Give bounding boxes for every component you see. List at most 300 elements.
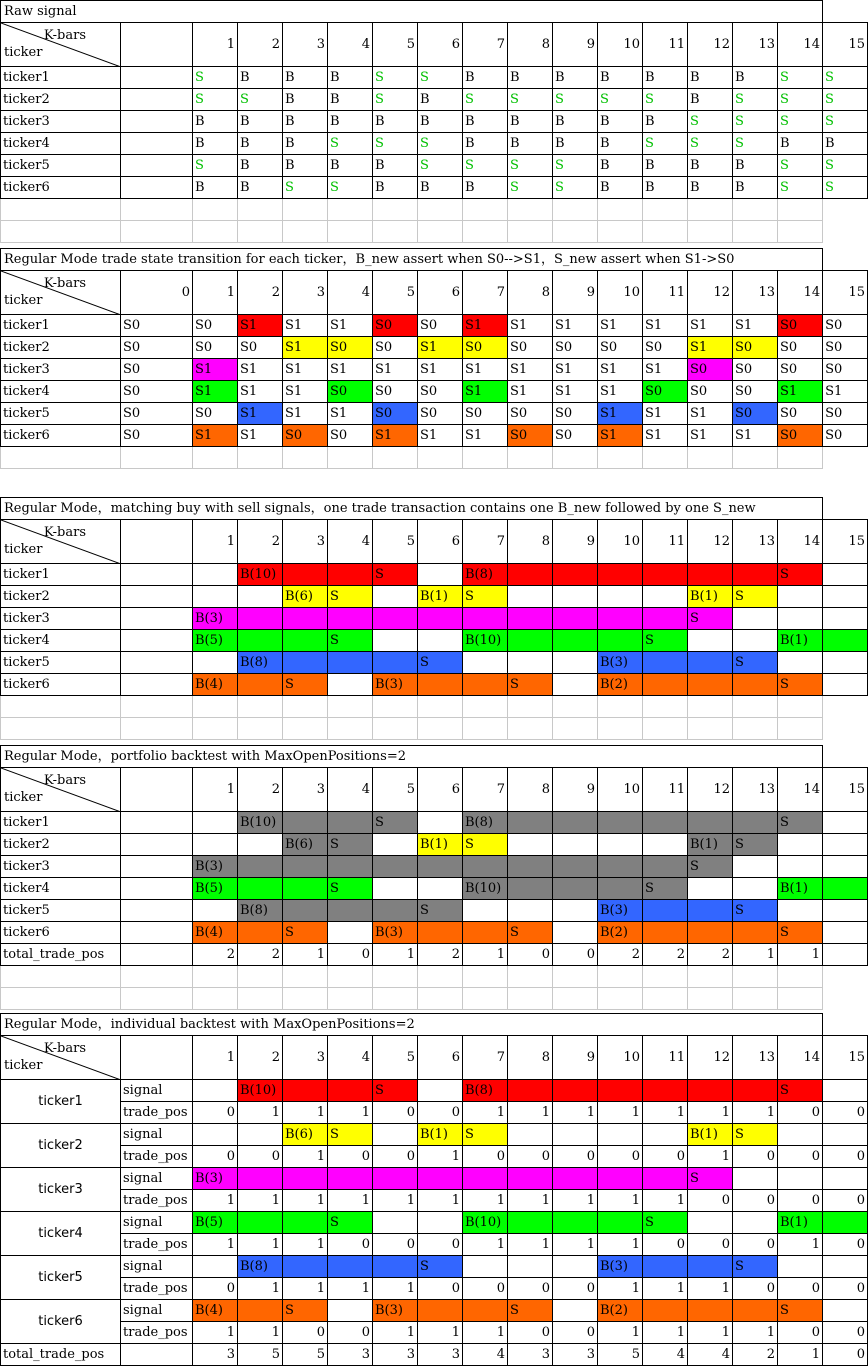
empty-cell[interactable]	[688, 718, 733, 740]
empty-cell[interactable]	[733, 718, 778, 740]
signal-cell[interactable]	[778, 1124, 823, 1146]
ticker-label[interactable]: ticker1	[1, 67, 121, 89]
trade-cell[interactable]	[688, 652, 733, 674]
trade-cell[interactable]: S	[733, 834, 778, 856]
total-label[interactable]: total_trade_pos	[1, 944, 121, 966]
trade-cell[interactable]	[508, 900, 553, 922]
empty-cell[interactable]	[238, 966, 283, 988]
empty-cell[interactable]	[733, 988, 778, 1010]
kbar-header[interactable]: 10	[598, 520, 643, 564]
trade-cell[interactable]	[823, 586, 868, 608]
trade-pos-cell[interactable]: 1	[463, 1190, 508, 1212]
trade-cell[interactable]: S	[328, 586, 373, 608]
trade-cell[interactable]: B(8)	[463, 564, 508, 586]
empty-cell[interactable]	[643, 718, 688, 740]
state-cell[interactable]: S1	[463, 315, 508, 337]
empty-cell[interactable]	[1, 447, 121, 469]
trade-pos-cell[interactable]: 1	[643, 1322, 688, 1344]
signal-cell[interactable]	[373, 1168, 418, 1190]
trade-cell[interactable]	[328, 608, 373, 630]
signal-cell[interactable]	[643, 1300, 688, 1322]
empty-cell[interactable]	[688, 447, 733, 469]
trade-cell[interactable]	[238, 608, 283, 630]
state-cell[interactable]: S1	[508, 315, 553, 337]
trade-cell[interactable]: S	[283, 674, 328, 696]
row-type-label[interactable]: trade_pos	[121, 1322, 193, 1344]
kbar-header-blank[interactable]	[121, 768, 193, 812]
signal-cell[interactable]	[553, 1080, 598, 1102]
empty-cell[interactable]	[553, 718, 598, 740]
empty-cell[interactable]	[688, 221, 733, 243]
kbar-header[interactable]: 7	[463, 23, 508, 67]
signal-cell[interactable]: B	[643, 67, 688, 89]
kbar-header[interactable]: 6	[418, 271, 463, 315]
kbar-header[interactable]: 2	[238, 271, 283, 315]
trade-cell[interactable]	[283, 812, 328, 834]
total-cell[interactable]: 2	[418, 944, 463, 966]
trade-cell[interactable]	[373, 856, 418, 878]
state-cell[interactable]: S0	[121, 315, 193, 337]
kbar-header[interactable]: 8	[508, 520, 553, 564]
signal-cell[interactable]: B(1)	[778, 1212, 823, 1234]
empty-cell[interactable]	[688, 966, 733, 988]
trade-cell[interactable]	[508, 630, 553, 652]
trade-pos-cell[interactable]: 1	[733, 1102, 778, 1124]
trade-cell[interactable]	[553, 674, 598, 696]
state-cell[interactable]: S0	[121, 381, 193, 403]
trade-pos-cell[interactable]: 0	[733, 1190, 778, 1212]
signal-cell[interactable]: B	[283, 155, 328, 177]
empty-cell[interactable]	[778, 966, 823, 988]
signal-cell[interactable]: B	[643, 111, 688, 133]
total-cell[interactable]: 1	[283, 944, 328, 966]
trade-cell[interactable]	[823, 900, 868, 922]
empty-cell[interactable]	[418, 199, 463, 221]
empty-cell[interactable]	[508, 221, 553, 243]
total-cell[interactable]: 5	[238, 1344, 283, 1366]
state-cell[interactable]: S1	[193, 359, 238, 381]
trade-pos-cell[interactable]: 1	[688, 1146, 733, 1168]
trade-cell[interactable]	[598, 812, 643, 834]
signal-cell[interactable]: B	[373, 111, 418, 133]
empty-cell[interactable]	[238, 221, 283, 243]
signal-cell[interactable]	[553, 1256, 598, 1278]
kbar-header[interactable]: 8	[508, 23, 553, 67]
trade-cell[interactable]	[193, 812, 238, 834]
trade-cell[interactable]	[328, 564, 373, 586]
trade-pos-cell[interactable]: 1	[238, 1190, 283, 1212]
signal-cell[interactable]	[418, 1168, 463, 1190]
signal-cell[interactable]	[598, 1080, 643, 1102]
trade-pos-cell[interactable]: 1	[328, 1102, 373, 1124]
empty-cell[interactable]	[193, 966, 238, 988]
trade-cell[interactable]	[688, 674, 733, 696]
empty-cell[interactable]	[598, 718, 643, 740]
trade-cell[interactable]: B(8)	[463, 812, 508, 834]
total-cell[interactable]: 2	[193, 944, 238, 966]
trade-cell[interactable]: S	[283, 922, 328, 944]
signal-cell[interactable]	[238, 1124, 283, 1146]
empty-cell[interactable]	[688, 199, 733, 221]
empty-cell[interactable]	[553, 199, 598, 221]
state-cell[interactable]: S1	[418, 425, 463, 447]
state-cell[interactable]: S0	[733, 403, 778, 425]
signal-cell[interactable]: S	[733, 1124, 778, 1146]
signal-cell[interactable]: S	[373, 67, 418, 89]
signal-cell[interactable]: B(5)	[193, 1212, 238, 1234]
trade-cell[interactable]: B(6)	[283, 586, 328, 608]
trade-cell[interactable]	[553, 586, 598, 608]
kbar-header[interactable]: 4	[328, 768, 373, 812]
trade-pos-cell[interactable]: 0	[733, 1146, 778, 1168]
trade-cell[interactable]	[238, 586, 283, 608]
trade-cell[interactable]	[553, 652, 598, 674]
empty-cell[interactable]	[283, 696, 328, 718]
kbar-header[interactable]: 12	[688, 23, 733, 67]
ticker-label[interactable]: ticker6	[1, 425, 121, 447]
signal-cell[interactable]: S	[508, 1300, 553, 1322]
blank-cell[interactable]	[121, 812, 193, 834]
signal-cell[interactable]: B(3)	[598, 1256, 643, 1278]
trade-pos-cell[interactable]: 0	[328, 1234, 373, 1256]
trade-cell[interactable]	[643, 856, 688, 878]
state-cell[interactable]: S1	[688, 425, 733, 447]
trade-cell[interactable]: B(1)	[688, 586, 733, 608]
trade-cell[interactable]	[418, 674, 463, 696]
empty-cell[interactable]	[418, 966, 463, 988]
state-cell[interactable]: S1	[463, 425, 508, 447]
trade-pos-cell[interactable]: 1	[598, 1190, 643, 1212]
empty-cell[interactable]	[238, 988, 283, 1010]
ticker-label[interactable]: ticker6	[1, 922, 121, 944]
trade-cell[interactable]	[373, 900, 418, 922]
blank-cell[interactable]	[121, 586, 193, 608]
signal-cell[interactable]: S	[643, 133, 688, 155]
trade-cell[interactable]	[508, 608, 553, 630]
empty-cell[interactable]	[373, 718, 418, 740]
kbar-header[interactable]: 13	[733, 768, 778, 812]
signal-cell[interactable]	[508, 1212, 553, 1234]
trade-cell[interactable]	[508, 564, 553, 586]
trade-pos-cell[interactable]: 0	[418, 1278, 463, 1300]
kbar-header[interactable]: 9	[553, 1036, 598, 1080]
signal-cell[interactable]: S	[328, 177, 373, 199]
blank-cell[interactable]	[121, 67, 193, 89]
signal-cell[interactable]: B	[508, 133, 553, 155]
ticker-label[interactable]: ticker6	[1, 177, 121, 199]
total-cell[interactable]: 0	[823, 1344, 868, 1366]
signal-cell[interactable]: S	[643, 89, 688, 111]
kbar-header[interactable]: 11	[643, 1036, 688, 1080]
kbar-header[interactable]: 6	[418, 23, 463, 67]
signal-cell[interactable]: S	[733, 111, 778, 133]
empty-cell[interactable]	[553, 966, 598, 988]
trade-cell[interactable]	[643, 652, 688, 674]
trade-cell[interactable]	[418, 564, 463, 586]
trade-pos-cell[interactable]: 0	[418, 1102, 463, 1124]
state-cell[interactable]: S1	[238, 425, 283, 447]
ticker-label[interactable]: ticker3	[1, 608, 121, 630]
signal-cell[interactable]	[238, 1300, 283, 1322]
blank-cell[interactable]	[121, 630, 193, 652]
trade-pos-cell[interactable]: 1	[193, 1234, 238, 1256]
empty-cell[interactable]	[778, 199, 823, 221]
kbar-header[interactable]: 13	[733, 1036, 778, 1080]
state-cell[interactable]: S1	[238, 315, 283, 337]
empty-cell[interactable]	[1, 696, 121, 718]
trade-pos-cell[interactable]: 1	[418, 1322, 463, 1344]
trade-cell[interactable]	[643, 812, 688, 834]
empty-cell[interactable]	[463, 988, 508, 1010]
trade-cell[interactable]	[193, 834, 238, 856]
trade-cell[interactable]	[778, 900, 823, 922]
signal-cell[interactable]	[463, 1300, 508, 1322]
trade-cell[interactable]	[283, 564, 328, 586]
empty-cell[interactable]	[688, 696, 733, 718]
signal-cell[interactable]	[373, 1256, 418, 1278]
trade-pos-cell[interactable]: 0	[778, 1146, 823, 1168]
trade-cell[interactable]: B(5)	[193, 630, 238, 652]
signal-cell[interactable]	[508, 1168, 553, 1190]
trade-pos-cell[interactable]: 1	[508, 1102, 553, 1124]
kbar-header[interactable]: 13	[733, 23, 778, 67]
signal-cell[interactable]: B	[598, 177, 643, 199]
signal-cell[interactable]: S	[238, 89, 283, 111]
kbar-header[interactable]: 12	[688, 768, 733, 812]
signal-cell[interactable]	[688, 1256, 733, 1278]
ticker-label[interactable]: ticker2	[1, 89, 121, 111]
kbar-header[interactable]: 15	[823, 271, 868, 315]
state-cell[interactable]: S0	[121, 425, 193, 447]
empty-cell[interactable]	[121, 988, 193, 1010]
signal-cell[interactable]	[553, 1124, 598, 1146]
trade-cell[interactable]	[823, 630, 868, 652]
total-cell[interactable]: 5	[283, 1344, 328, 1366]
trade-pos-cell[interactable]: 1	[463, 1234, 508, 1256]
trade-cell[interactable]: S	[328, 834, 373, 856]
state-cell[interactable]: S0	[373, 337, 418, 359]
kbar-header[interactable]: 8	[508, 768, 553, 812]
blank-cell[interactable]	[121, 834, 193, 856]
signal-cell[interactable]: S	[508, 89, 553, 111]
trade-cell[interactable]	[463, 856, 508, 878]
trade-pos-cell[interactable]: 0	[193, 1102, 238, 1124]
trade-cell[interactable]	[463, 652, 508, 674]
trade-cell[interactable]	[238, 630, 283, 652]
empty-cell[interactable]	[193, 199, 238, 221]
state-cell[interactable]: S0	[328, 337, 373, 359]
trade-cell[interactable]	[238, 834, 283, 856]
kbar-header[interactable]: 10	[598, 271, 643, 315]
ticker-label[interactable]: ticker5	[1, 403, 121, 425]
kbar-header[interactable]: 5	[373, 271, 418, 315]
state-cell[interactable]: S1	[328, 359, 373, 381]
trade-cell[interactable]: B(8)	[238, 900, 283, 922]
state-cell[interactable]: S0	[823, 337, 868, 359]
trade-cell[interactable]: B(10)	[463, 878, 508, 900]
signal-cell[interactable]: S	[418, 155, 463, 177]
trade-cell[interactable]	[283, 630, 328, 652]
trade-cell[interactable]	[598, 856, 643, 878]
empty-cell[interactable]	[328, 199, 373, 221]
signal-cell[interactable]: S	[823, 67, 868, 89]
signal-cell[interactable]: B	[643, 177, 688, 199]
trade-pos-cell[interactable]: 1	[688, 1278, 733, 1300]
signal-cell[interactable]	[823, 1168, 868, 1190]
empty-cell[interactable]	[733, 199, 778, 221]
state-cell[interactable]: S0	[553, 425, 598, 447]
blank-cell[interactable]	[121, 1344, 193, 1366]
signal-cell[interactable]	[823, 1080, 868, 1102]
signal-cell[interactable]: S	[373, 89, 418, 111]
trade-cell[interactable]	[778, 586, 823, 608]
signal-cell[interactable]: S	[283, 1300, 328, 1322]
trade-cell[interactable]: S	[643, 878, 688, 900]
trade-pos-cell[interactable]: 1	[373, 1322, 418, 1344]
row-type-label[interactable]: trade_pos	[121, 1190, 193, 1212]
section-title[interactable]: Regular Mode trade state transition for each ticker，B_new assert when S0-->S1，S_new assert when S1->S0	[1, 249, 823, 271]
ticker-label[interactable]: ticker1	[1, 812, 121, 834]
trade-cell[interactable]	[463, 608, 508, 630]
trade-pos-cell[interactable]: 1	[328, 1278, 373, 1300]
section-title[interactable]: Raw signal	[1, 1, 823, 23]
trade-cell[interactable]	[688, 878, 733, 900]
kbar-header[interactable]: 9	[553, 23, 598, 67]
ticker-label[interactable]: ticker5	[1, 155, 121, 177]
kbar-header[interactable]: 9	[553, 520, 598, 564]
empty-cell[interactable]	[328, 988, 373, 1010]
kbar-header[interactable]: 15	[823, 520, 868, 564]
empty-cell[interactable]	[1, 199, 121, 221]
signal-cell[interactable]: B	[688, 177, 733, 199]
trade-cell[interactable]: S	[643, 630, 688, 652]
kbar-header-blank[interactable]	[121, 23, 193, 67]
row-type-label[interactable]: signal	[121, 1124, 193, 1146]
total-cell[interactable]: 4	[643, 1344, 688, 1366]
signal-cell[interactable]	[283, 1212, 328, 1234]
trade-pos-cell[interactable]: 1	[373, 1278, 418, 1300]
signal-cell[interactable]	[238, 1212, 283, 1234]
trade-pos-cell[interactable]: 0	[553, 1322, 598, 1344]
total-cell[interactable]: 2	[733, 1344, 778, 1366]
empty-cell[interactable]	[643, 966, 688, 988]
kbar-header[interactable]: 15	[823, 23, 868, 67]
ticker-label[interactable]: ticker3	[1, 856, 121, 878]
trade-cell[interactable]	[373, 586, 418, 608]
kbar-header[interactable]: 13	[733, 520, 778, 564]
signal-cell[interactable]: S	[733, 89, 778, 111]
trade-cell[interactable]	[463, 674, 508, 696]
state-cell[interactable]: S0	[193, 315, 238, 337]
trade-cell[interactable]	[328, 652, 373, 674]
trade-cell[interactable]	[193, 564, 238, 586]
trade-cell[interactable]	[733, 878, 778, 900]
trade-pos-cell[interactable]: 1	[238, 1234, 283, 1256]
trade-cell[interactable]	[328, 812, 373, 834]
state-cell[interactable]: S0	[328, 425, 373, 447]
trade-pos-cell[interactable]: 0	[463, 1278, 508, 1300]
ticker-label[interactable]: ticker6	[1, 1300, 121, 1344]
trade-cell[interactable]	[553, 834, 598, 856]
trade-pos-cell[interactable]: 1	[238, 1102, 283, 1124]
state-cell[interactable]: S1	[238, 359, 283, 381]
signal-cell[interactable]: S	[508, 155, 553, 177]
section-title[interactable]: Regular Mode，individual backtest with MaxOpenPositions=2	[1, 1014, 823, 1036]
empty-cell[interactable]	[373, 199, 418, 221]
empty-cell[interactable]	[1, 988, 121, 1010]
kbar-header[interactable]: 10	[598, 768, 643, 812]
empty-cell[interactable]	[778, 696, 823, 718]
total-cell[interactable]: 4	[688, 1344, 733, 1366]
row-type-label[interactable]: signal	[121, 1256, 193, 1278]
trade-cell[interactable]	[598, 630, 643, 652]
state-cell[interactable]: S0	[193, 403, 238, 425]
signal-cell[interactable]: B	[283, 67, 328, 89]
trade-cell[interactable]	[373, 878, 418, 900]
blank-cell[interactable]	[121, 155, 193, 177]
blank-cell[interactable]	[121, 900, 193, 922]
trade-cell[interactable]	[823, 652, 868, 674]
state-cell[interactable]: S0	[373, 403, 418, 425]
trade-cell[interactable]	[553, 922, 598, 944]
trade-cell[interactable]	[643, 608, 688, 630]
signal-cell[interactable]: B	[328, 89, 373, 111]
state-cell[interactable]: S1	[283, 403, 328, 425]
trade-pos-cell[interactable]: 0	[823, 1102, 868, 1124]
trade-cell[interactable]	[373, 834, 418, 856]
state-cell[interactable]: S0	[823, 425, 868, 447]
signal-cell[interactable]: S	[733, 1256, 778, 1278]
empty-cell[interactable]	[373, 447, 418, 469]
signal-cell[interactable]: B	[733, 67, 778, 89]
empty-cell[interactable]	[418, 718, 463, 740]
state-cell[interactable]: S0	[778, 359, 823, 381]
signal-cell[interactable]	[823, 1212, 868, 1234]
trade-cell[interactable]	[733, 674, 778, 696]
signal-cell[interactable]	[463, 1256, 508, 1278]
trade-cell[interactable]	[553, 812, 598, 834]
signal-cell[interactable]: B	[373, 177, 418, 199]
empty-cell[interactable]	[643, 447, 688, 469]
empty-cell[interactable]	[238, 718, 283, 740]
state-cell[interactable]: S0	[823, 359, 868, 381]
signal-cell[interactable]: B(1)	[418, 1124, 463, 1146]
empty-cell[interactable]	[643, 696, 688, 718]
trade-cell[interactable]: S	[418, 652, 463, 674]
state-cell[interactable]: S1	[598, 381, 643, 403]
state-cell[interactable]: S1	[193, 381, 238, 403]
state-cell[interactable]: S0	[121, 403, 193, 425]
total-cell[interactable]: 3	[418, 1344, 463, 1366]
trade-cell[interactable]	[823, 834, 868, 856]
kbar-header[interactable]: 3	[283, 520, 328, 564]
kbar-header[interactable]: 3	[283, 1036, 328, 1080]
state-cell[interactable]: S0	[373, 381, 418, 403]
trade-cell[interactable]	[823, 564, 868, 586]
kbar-header[interactable]: 1	[193, 768, 238, 812]
state-cell[interactable]: S1	[643, 315, 688, 337]
trade-cell[interactable]: B(3)	[193, 608, 238, 630]
trade-cell[interactable]: B(10)	[238, 564, 283, 586]
state-cell[interactable]: S1	[733, 315, 778, 337]
empty-cell[interactable]	[328, 221, 373, 243]
trade-cell[interactable]	[733, 564, 778, 586]
empty-cell[interactable]	[643, 199, 688, 221]
signal-cell[interactable]	[283, 1168, 328, 1190]
signal-cell[interactable]	[688, 1300, 733, 1322]
trade-pos-cell[interactable]: 1	[193, 1322, 238, 1344]
trade-cell[interactable]	[418, 856, 463, 878]
